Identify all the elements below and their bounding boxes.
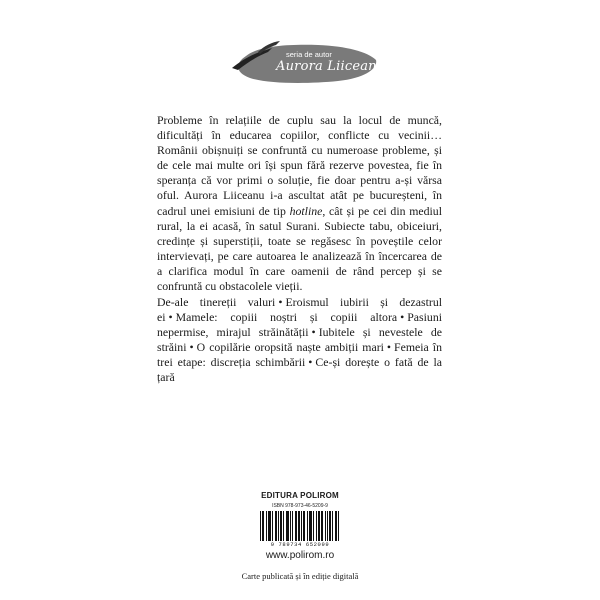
- barcode-bar: [263, 511, 264, 541]
- series-logo: [228, 38, 386, 88]
- series-label: seria de autor: [286, 50, 332, 59]
- barcode-bar: [332, 511, 333, 541]
- barcode: [260, 511, 340, 541]
- barcode-bar: [280, 511, 281, 541]
- barcode-bar: [338, 511, 339, 541]
- chapter-title: O copilărie oropsită naște ambiții mari: [196, 340, 384, 355]
- barcode-bar: [281, 511, 282, 541]
- barcode-bar: [292, 511, 293, 541]
- chapter-title: Pasiuni nepermise, mirajul străinătății: [157, 310, 442, 340]
- digital-edition-note: Carte publicată și în ediție digitală: [241, 571, 359, 581]
- blurb-text-part-1: Probleme în relațiile de cuplu sau la locul de muncă, dificultăți în educarea copiilor, conflicte cu vecinii… Românii obișnuiți se confruntă cu numeroase probleme, și de cele mai multe ori își spun fără rezerve povestea, fie în speranța că vor primi o soluție, fie doar pentru a-și vărsa oful. Aurora Liiceanu i-a ascultat atât pe bucureșteni, în cadrul unei emisiuni de tip: [157, 113, 442, 218]
- chapter-separator: •: [400, 310, 405, 325]
- barcode-bar: [298, 511, 299, 541]
- barcode-bar: [310, 511, 311, 541]
- chapter-title: Eroismul iubirii și dezastrul ei: [157, 295, 442, 325]
- barcode-bar: [322, 511, 323, 541]
- barcode-bar: [299, 511, 300, 541]
- barcode-digits: 9 789734 652099: [270, 541, 330, 548]
- barcode-bar: [266, 511, 267, 541]
- barcode-bar: [309, 511, 310, 541]
- barcode-bar: [260, 511, 261, 541]
- chapter-separator: •: [168, 310, 173, 325]
- barcode-bar: [270, 511, 271, 541]
- chapter-title: Femeia în trei etape: discreția schimbării: [157, 340, 442, 370]
- barcode-bar: [272, 511, 273, 541]
- barcode-bar: [296, 511, 297, 541]
- barcode-bar: [303, 511, 304, 541]
- barcode-bar: [275, 511, 276, 541]
- isbn-text: ISBN 978-973-46-5209-9: [272, 503, 328, 509]
- barcode-bar: [335, 511, 336, 541]
- barcode-bar: [288, 511, 289, 541]
- chapter-title: Iubitele și nevestele de străini: [157, 325, 442, 355]
- barcode-bar: [329, 511, 330, 541]
- barcode-bar: [287, 511, 288, 541]
- barcode-bar: [307, 511, 308, 541]
- barcode-bar: [327, 511, 328, 541]
- chapter-title: Ce-și dorește o fată de la țară: [157, 355, 442, 385]
- blurb-text-part-2: , cât și pe cei din mediul rural, la ei acasă, în satul Surani. Subiecte tabu, obiceiuri, credințe și superstiții, toate se regăsesc în poveștile celor intervievați, pe care autoarea le analizează în încercarea de a clarifica modul în care oamenii de rând percep și se confruntă cu obstacolele vieții.: [157, 203, 442, 294]
- publisher-name: EDITURA POLIROM: [261, 491, 339, 500]
- barcode-bar: [283, 511, 284, 541]
- chapter-separator: •: [278, 295, 283, 309]
- barcode-bar: [325, 511, 326, 541]
- barcode-bar: [313, 511, 314, 541]
- barcode-bar: [268, 511, 269, 541]
- barcode-bar: [304, 511, 305, 541]
- chapter-title: De-ale tinereții valuri: [157, 295, 276, 309]
- barcode-bar: [262, 511, 263, 541]
- barcode-bar: [269, 511, 270, 541]
- barcode-bar: [290, 511, 291, 541]
- barcode-bar: [330, 511, 331, 541]
- barcode-bar: [295, 511, 296, 541]
- barcode-bar: [301, 511, 302, 541]
- barcode-bar: [311, 511, 312, 541]
- back-cover-blurb: [157, 113, 442, 294]
- chapter-title: Mamele: copiii noștri și copiii altora: [175, 310, 398, 325]
- barcode-bar: [316, 511, 317, 541]
- chapter-separator: •: [308, 355, 313, 370]
- barcode-bar: [276, 511, 277, 541]
- barcode-bar: [286, 511, 287, 541]
- chapter-list: [157, 295, 442, 386]
- barcode-bar: [321, 511, 322, 541]
- barcode-bar: [278, 511, 279, 541]
- chapter-separator: •: [386, 340, 392, 355]
- publisher-website: www.polirom.ro: [265, 550, 335, 561]
- chapter-separator: •: [311, 325, 316, 340]
- series-author-name: Aurora Liiceanu: [276, 59, 386, 74]
- blurb-italic-term: hotline: [289, 203, 323, 218]
- barcode-bar: [318, 511, 319, 541]
- chapter-separator: •: [189, 340, 194, 355]
- blurb-paragraph: [157, 113, 442, 294]
- barcode-bar: [336, 511, 337, 541]
- barcode-bar: [319, 511, 320, 541]
